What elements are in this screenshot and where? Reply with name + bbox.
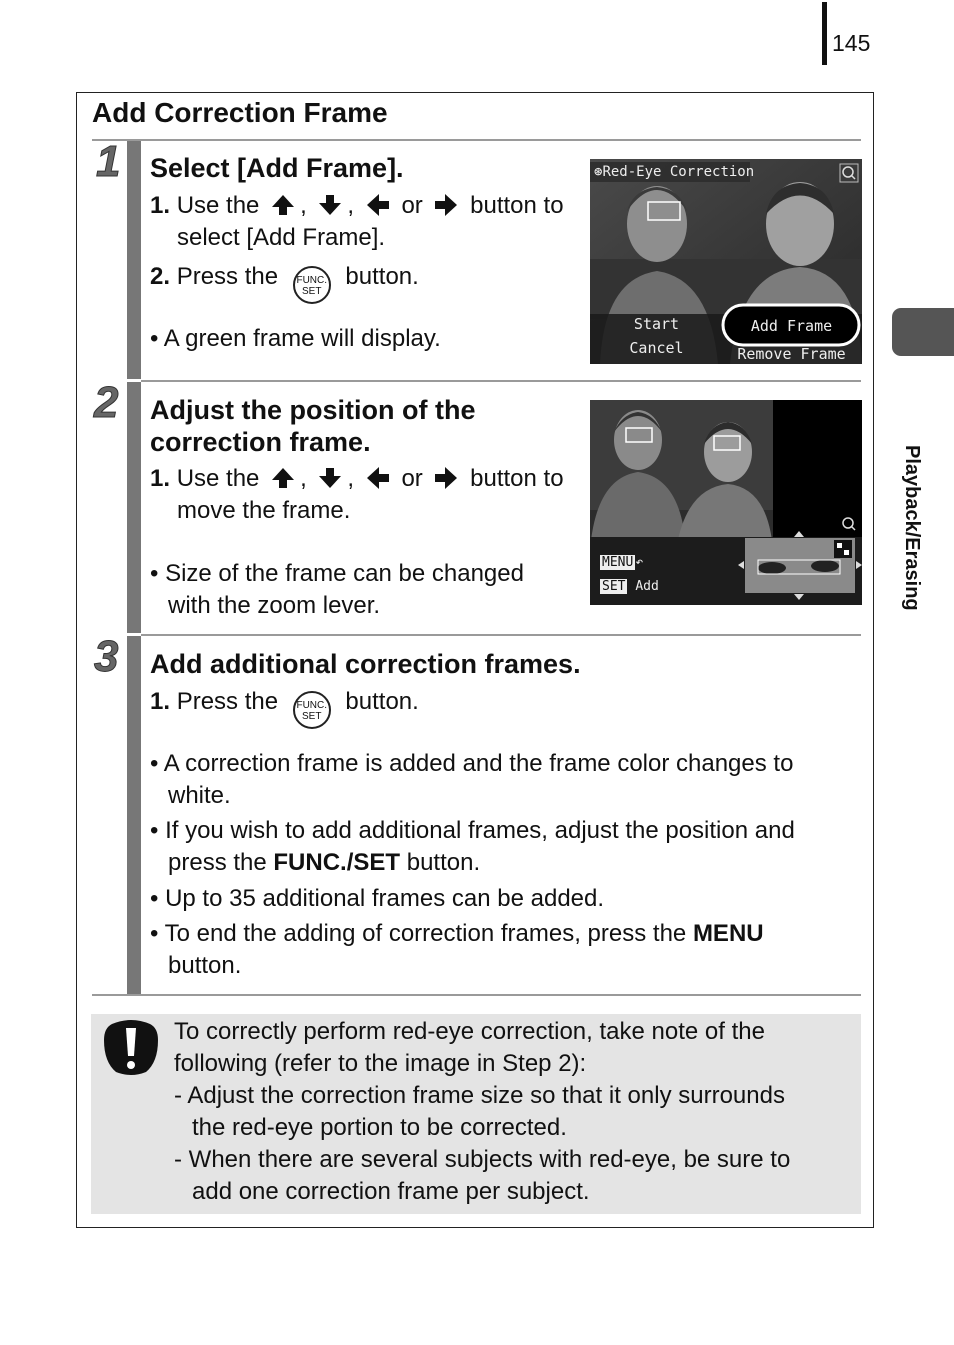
page-number: 145 xyxy=(832,30,871,56)
separator: , xyxy=(347,192,355,219)
dash: - xyxy=(174,1082,182,1109)
bullet: • xyxy=(150,560,159,587)
menu-start[interactable]: Start xyxy=(633,315,680,333)
step-2-instruction-1 xyxy=(150,463,564,495)
step-2-instruction-1-cont: move the frame. xyxy=(177,497,351,524)
left-arrow-icon xyxy=(365,466,391,490)
menu-cancel[interactable]: Cancel xyxy=(629,339,684,357)
dash: - xyxy=(174,1146,182,1173)
page-number-rule xyxy=(822,2,827,65)
eye-icon: ⊛ xyxy=(594,164,603,180)
caution-item-2-line-1 xyxy=(174,1144,790,1176)
menu-key-label: MENU xyxy=(602,555,634,570)
step-3-bullet-2-line-2 xyxy=(168,847,480,879)
bullet: • xyxy=(150,750,159,777)
instruction-number: 1. xyxy=(150,465,171,492)
chapter-tab xyxy=(892,308,954,356)
right-arrow-icon xyxy=(433,466,459,490)
step-2-bullet-line-2: with the zoom lever. xyxy=(168,592,381,619)
down-arrow-icon xyxy=(317,193,343,217)
instruction-text: button to xyxy=(470,192,564,219)
set-hint xyxy=(600,578,659,596)
menu-remove-frame[interactable]: Remove Frame xyxy=(737,345,846,363)
instruction-text: button to xyxy=(470,465,564,492)
step-3-number: 3 xyxy=(94,632,119,681)
section-bottom-divider xyxy=(92,994,861,996)
step-1-instruction-2 xyxy=(150,261,419,304)
screen-title: ⊛Red-Eye Correction xyxy=(594,164,755,180)
bullet-text: Size of the frame can be changed xyxy=(165,560,524,587)
section-title: Add Correction Frame xyxy=(92,97,388,128)
return-icon: ↶ xyxy=(635,555,644,570)
instruction-text: button. xyxy=(345,263,419,290)
down-arrow-icon xyxy=(317,466,343,490)
or-text: or xyxy=(401,192,423,219)
step-divider xyxy=(141,634,861,636)
step-3-instruction-1 xyxy=(150,686,419,729)
step-3-bullet-3 xyxy=(150,883,604,915)
step-1-number: 1 xyxy=(96,137,121,186)
step-1-instruction-1-cont: select [Add Frame]. xyxy=(177,224,386,251)
caution-item-1-line-2: the red-eye portion to be corrected. xyxy=(192,1114,567,1141)
up-arrow-icon xyxy=(270,193,296,217)
step-2-bullet-line-1 xyxy=(150,558,524,590)
step-2-number: 2 xyxy=(94,378,119,427)
step-2-title-line-2: correction frame. xyxy=(150,427,371,457)
bullet-text: button. xyxy=(406,849,481,876)
instruction-text: Press the xyxy=(176,688,279,715)
bullet: • xyxy=(150,817,159,844)
step-3-bullet-4-line-2: button. xyxy=(168,952,242,979)
instruction-number: 1. xyxy=(150,192,171,219)
instruction-text: button. xyxy=(345,688,419,715)
step-3-title: Add additional correction frames. xyxy=(150,649,581,679)
menu-label: MENU xyxy=(692,920,764,947)
step-3-bullet-1-line-1 xyxy=(150,748,793,780)
instruction-text: Use the xyxy=(176,192,260,219)
step-3-bullet-1-line-2: white. xyxy=(168,782,231,809)
bullet-text: Up to 35 additional frames can be added. xyxy=(165,885,605,912)
chapter-tab-label: Playback/Erasing xyxy=(901,445,923,611)
func-set-label: FUNC./SET xyxy=(273,849,401,876)
section-divider xyxy=(92,139,861,141)
step-2-title-line-1: Adjust the position of the xyxy=(150,395,476,425)
menu-hint xyxy=(600,554,643,572)
bullet: • xyxy=(150,885,159,912)
step-1-bullet xyxy=(150,323,441,355)
step-2-bar xyxy=(127,382,141,633)
instruction-text: Press the xyxy=(176,263,279,290)
bullet: • xyxy=(150,920,159,947)
up-arrow-icon xyxy=(270,466,296,490)
instruction-number: 1. xyxy=(150,688,171,715)
step-divider xyxy=(141,380,861,382)
right-arrow-icon xyxy=(433,193,459,217)
caution-item-text: When there are several subjects with red-eye, be sure to xyxy=(188,1146,791,1173)
step-2-camera-screen xyxy=(590,400,862,605)
bullet-text: A correction frame is added and the frame color changes to xyxy=(163,750,794,777)
step-1-camera-screen xyxy=(590,159,862,364)
set-key-label: SET xyxy=(602,579,626,594)
step-3-bullet-2-line-1 xyxy=(150,815,795,847)
step-1-title: Select [Add Frame]. xyxy=(150,153,404,183)
bullet-text: If you wish to add additional frames, adjust the position and xyxy=(165,817,795,844)
instruction-text: Use the xyxy=(176,465,260,492)
instruction-number: 2. xyxy=(150,263,171,290)
bullet: • xyxy=(150,325,159,352)
set-key-action: Add xyxy=(635,579,659,594)
caution-icon xyxy=(102,1018,160,1076)
func-set-button-icon: FUNC. SET xyxy=(293,266,331,304)
frame-position-screen-image xyxy=(590,400,862,605)
separator: , xyxy=(300,192,307,219)
separator: , xyxy=(347,465,355,492)
step-3-bar xyxy=(127,636,141,994)
func-set-button-icon: FUNC. SET xyxy=(293,691,331,729)
caution-item-1-line-1 xyxy=(174,1080,785,1112)
bullet-text: To end the adding of correction frames, press the xyxy=(164,920,687,947)
step-1-instruction-1 xyxy=(150,190,564,222)
bullet-text: A green frame will display. xyxy=(163,325,441,352)
or-text: or xyxy=(401,465,423,492)
step-3-bullet-4-line-1 xyxy=(150,918,764,950)
bullet-text: press the xyxy=(168,849,267,876)
left-arrow-icon xyxy=(365,193,391,217)
menu-add-frame[interactable]: Add Frame xyxy=(750,317,833,335)
caution-item-text: Adjust the correction frame size so that it only surrounds xyxy=(187,1082,785,1109)
caution-item-2-line-2: add one correction frame per subject. xyxy=(192,1178,590,1205)
caution-line-2: following (refer to the image in Step 2): xyxy=(174,1050,587,1077)
step-1-bar xyxy=(127,141,141,379)
separator: , xyxy=(300,465,307,492)
caution-line-1: To correctly perform red-eye correction, take note of the xyxy=(174,1018,765,1045)
